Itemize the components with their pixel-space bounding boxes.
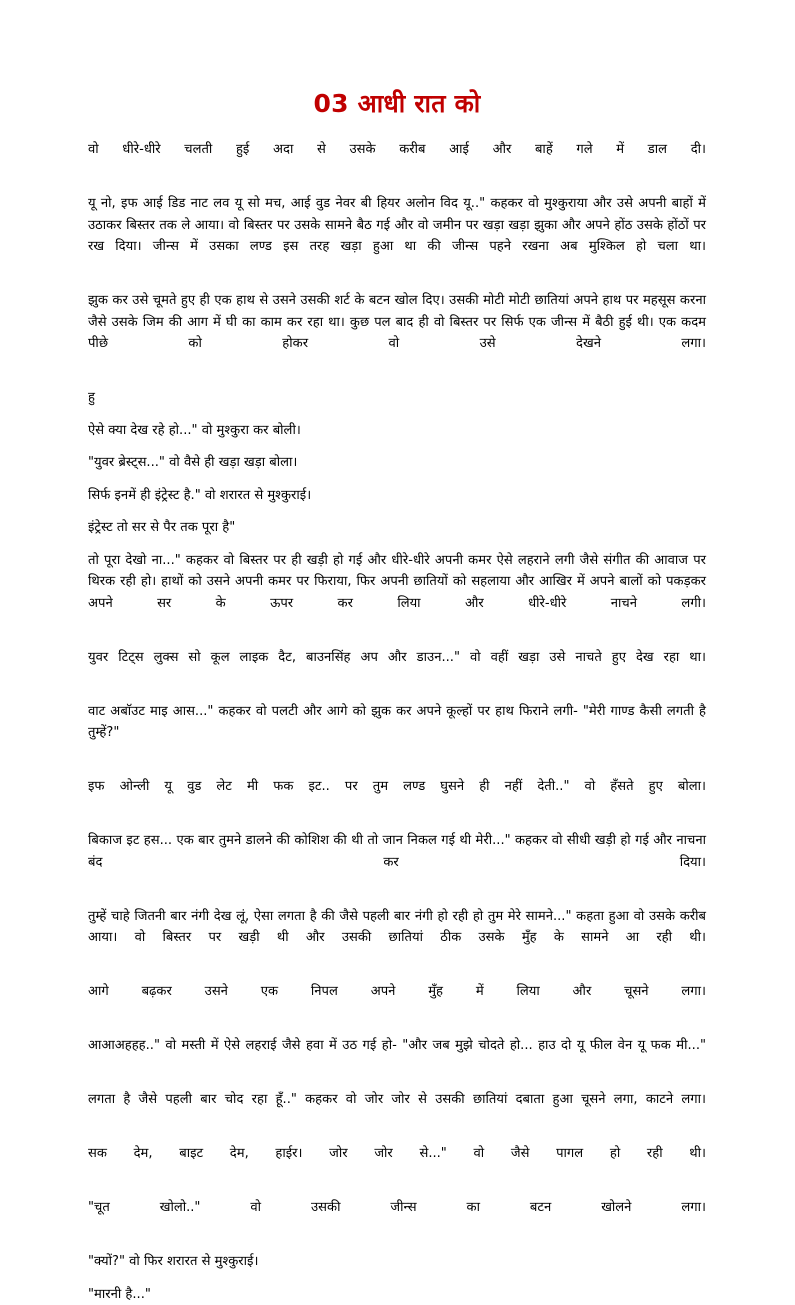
paragraph: तो पूरा देखो ना..." कहकर वो बिस्तर पर ही खड़ी हो गई और धीरे-धीरे अपनी कमर ऐसे लहराने लगी जैसे संगीत की आवाज पर थिरक रही हो। हाथों को उसने अपनी कमर पर फिराया, फिर अपनी छातियों को सहलाया और आखिर में अपने बालों को पकड़कर अपने सर के ऊपर कर लिया और धीरे-धीरे नाचने लगी। [88, 552, 706, 611]
paragraph: सक देम, बाइट देम, हाईर। जोर जोर से..." वो जैसे पागल हो रही थी। [88, 1146, 706, 1162]
paragraph: झुक कर उसे चूमते हुए ही एक हाथ से उसने उसकी शर्ट के बटन खोल दिए। उसकी मोटी मोटी छातियां अपने हाथ पर महसूस करना जैसे उसके जिम की आग में घी का काम कर रहा था। कुछ पल बाद ही वो बिस्तर पर सिर्फ एक जीन्स में बैठी हुई थी। एक कदम पीछे को होकर वो उसे देखने लगा। [88, 293, 706, 352]
paragraph: आगे बढ़कर उसने एक निपल अपने मुँह में लिया और चूसने लगा। [88, 984, 706, 1000]
paragraph: वो धीरे-धीरे चलती हुई अदा से उसके करीब आई और बाहें गले में डाल दी। [88, 142, 706, 158]
paragraph: "क्यों?" वो फिर शरारत से मुश्कुराई। [88, 1254, 259, 1270]
paragraph: "चूत खोलो.." वो उसकी जीन्स का बटन खोलने लगा। [88, 1200, 706, 1216]
paragraph: ऐसे क्या देख रहे हो..." वो मुश्कुरा कर बोली। [88, 422, 301, 438]
paragraph: सिर्फ इनमें ही इंट्रेस्ट है." वो शरारत से मुश्कुराई। [88, 487, 312, 503]
paragraph: तुम्हें चाहे जितनी बार नंगी देख लूं, ऐसा लगता है की जैसे पहली बार नंगी हो रही हो तुम मेरे सामने..." कहता हुआ वो उसके करीब आया। वो बिस्तर पर खड़ी थी और उसकी छातियां ठीक उसके मुँह के सामने आ रही थी। [88, 908, 706, 946]
paragraph: युवर टिट्स लुक्स सो कूल लाइक दैट, बाउनसिंह अप और डाउन..." वो वहीं खड़ा उसे नाचते हुए देख रहा था। [88, 649, 706, 665]
paragraph: इफ ओन्ली यू वुड लेट मी फक इट.. पर तुम लण्ड घुसने ही नहीं देती.." वो हँसते हुए बोला। [88, 779, 706, 795]
paragraph: यू नो, इफ आई डिड नाट लव यू सो मच, आई वुड नेवर बी हियर अलोन विद यू.." कहकर वो मुश्कुराया और उसे अपनी बाहों में उठाकर बिस्तर तक ले आया। वो बिस्तर पर उसके सामने बैठ गई और वो जमीन पर खड़ा खड़ा झुका और अपने होंठ उसके होंठों पर रख दिया। जीन्स में उसका लण्ड इस तरह खड़ा हुआ था की जीन्स पहने रखना अब मुश्किल हो चला था। [88, 196, 706, 255]
document-body [88, 139, 706, 1305]
paragraph: आआअहहह.." वो मस्ती में ऐसे लहराई जैसे हवा में उठ गई हो- "और जब मुझे चोदते हो... हाउ दो यू फील वेन यू फक मी..." [88, 1038, 706, 1054]
paragraph: "युवर ब्रेस्ट्स..." वो वैसे ही खड़ा खड़ा बोला। [88, 455, 298, 471]
paragraph: "मारनी है..." [88, 1286, 151, 1302]
paragraph: इंट्रेस्ट तो सर से पैर तक पूरा है" [88, 520, 236, 536]
paragraph: लगता है जैसे पहली बार चोद रहा हूँ.." कहकर वो जोर जोर से उसकी छातियां दबाता हुआ चूसने लगा, काटने लगा। [88, 1092, 706, 1108]
paragraph: बिकाज इट हस... एक बार तुमने डालने की कोशिश की थी तो जान निकल गई थी मेरी..." कहकर वो सीधी खड़ी हो गई और नाचना बंद कर दिया। [88, 833, 706, 870]
page-title: 03 आधी रात को [313, 89, 481, 118]
paragraph: वाट अबाॅउट माइ आस..." कहकर वो पलटी और आगे को झुक कर अपने कूल्हों पर हाथ फिराने लगी- "मेरी गाण्ड कैसी लगती है तुम्हें?" [88, 703, 706, 741]
paragraph: हु [88, 390, 95, 406]
